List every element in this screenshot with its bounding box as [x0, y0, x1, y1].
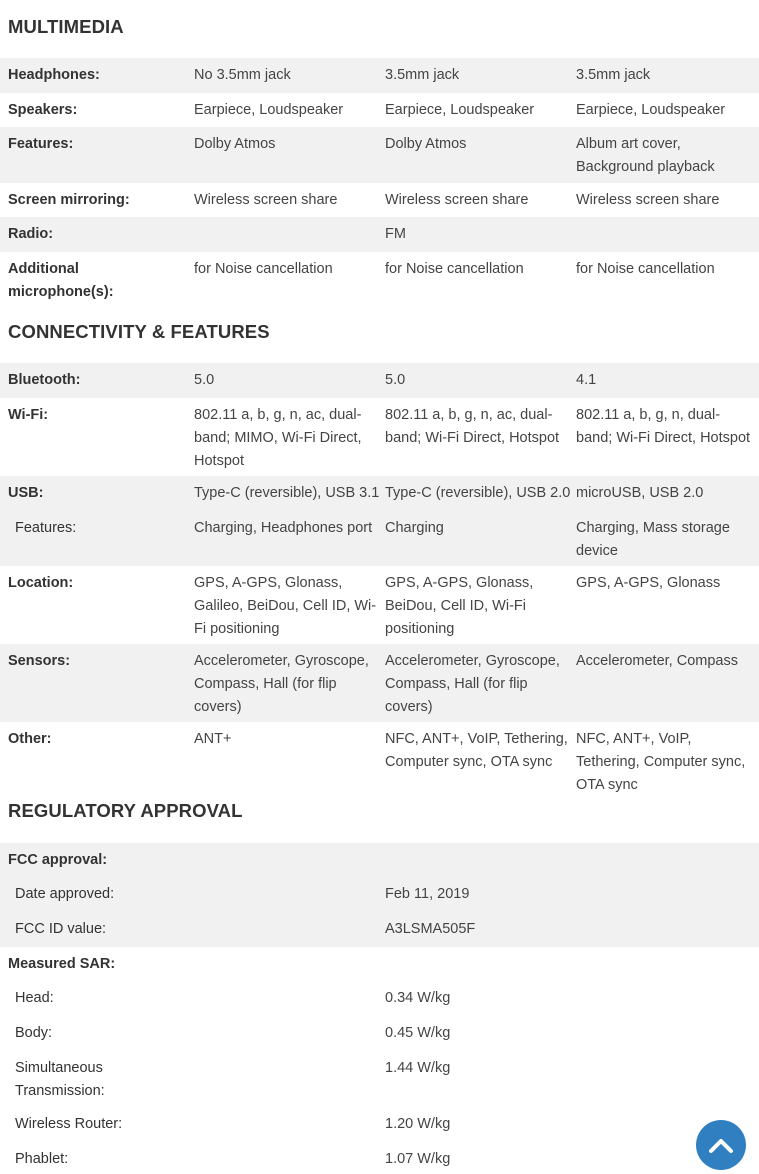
spec-value-col2: Wireless screen share [385, 192, 529, 208]
spec-value-col2: for Noise cancellation [385, 261, 524, 277]
spec-value-col2: Type-C (reversible), USB 2.0 [385, 485, 571, 501]
spec-value-col2: NFC, ANT+, VoIP, Tethering, Computer sync, OTA sync [385, 731, 568, 770]
spec-value: 0.45 W/kg [385, 1025, 451, 1041]
spec-label: Screen mirroring: [8, 192, 130, 208]
spec-label: Head: [15, 990, 54, 1006]
spec-value-col3: 3.5mm jack [576, 67, 651, 83]
spec-value-col2: Dolby Atmos [385, 136, 467, 152]
spec-label: Simultaneous Transmission: [15, 1060, 105, 1099]
spec-row-location [0, 566, 759, 644]
section-title-multimedia: MULTIMEDIA [8, 16, 124, 37]
spec-row-other [0, 722, 759, 793]
spec-row-sar-wireless-router [0, 1107, 759, 1142]
section-title-regulatory: REGULATORY APPROVAL [8, 800, 243, 821]
spec-label: Speakers: [8, 102, 78, 118]
spec-value-col2: Accelerometer, Gyroscope, Compass, Hall (for flip covers) [385, 653, 560, 715]
spec-value-col1: 802.11 a, b, g, n, ac, dual-band; MIMO, Wi-Fi Direct, Hotspot [194, 407, 362, 469]
spec-value-col1: No 3.5mm jack [194, 67, 291, 83]
spec-value: 0.34 W/kg [385, 990, 451, 1006]
spec-row-bluetooth [0, 363, 759, 398]
spec-label: Radio: [8, 226, 54, 242]
spec-row-wifi [0, 398, 759, 476]
spec-value-col3: Earpiece, Loudspeaker [576, 102, 726, 118]
scroll-to-top-button[interactable] [696, 1120, 746, 1170]
spec-label: Features: [8, 136, 74, 152]
spec-row-features [0, 127, 759, 183]
spec-value-col1: for Noise cancellation [194, 261, 333, 277]
spec-row-headphones [0, 58, 759, 93]
spec-value-col2: FM [385, 226, 406, 242]
spec-value: 1.44 W/kg [385, 1060, 451, 1076]
spec-value: 1.20 W/kg [385, 1116, 451, 1132]
spec-row-fcc-approval [0, 843, 759, 877]
spec-label: Other: [8, 731, 52, 747]
spec-row-measured-sar [0, 947, 759, 981]
spec-value-col2: 5.0 [385, 372, 406, 388]
spec-value-col1: Earpiece, Loudspeaker [194, 102, 344, 118]
spec-value-col3: Charging, Mass storage device [576, 520, 730, 559]
spec-value-col3: microUSB, USB 2.0 [576, 485, 704, 501]
spec-label: Features: [15, 520, 77, 536]
section-title-connectivity: CONNECTIVITY & FEATURES [8, 321, 270, 342]
spec-value-col3: Wireless screen share [576, 192, 720, 208]
spec-value-col2: 3.5mm jack [385, 67, 460, 83]
spec-value-col1: Charging, Headphones port [194, 520, 373, 536]
spec-row-additional-microphones [0, 252, 759, 309]
spec-row-radio [0, 217, 759, 252]
spec-value-col1: Dolby Atmos [194, 136, 276, 152]
spec-row-screen-mirroring [0, 183, 759, 217]
spec-value-col3: for Noise cancellation [576, 261, 715, 277]
spec-value-col3: 4.1 [576, 372, 597, 388]
spec-label: USB: [8, 485, 44, 501]
spec-value-col2: Charging [385, 520, 444, 536]
spec-value-col2: 802.11 a, b, g, n, ac, dual-band; Wi-Fi Direct, Hotspot [385, 407, 560, 446]
spec-value-col1: Type-C (reversible), USB 3.1 [194, 485, 380, 501]
spec-row-sar-phablet [0, 1142, 759, 1174]
spec-value-col1: ANT+ [194, 731, 232, 747]
spec-value-col2: Earpiece, Loudspeaker [385, 102, 535, 118]
spec-label: Sensors: [8, 653, 71, 669]
spec-value-col1: Wireless screen share [194, 192, 338, 208]
spec-label: Phablet: [15, 1151, 69, 1167]
spec-value: 1.07 W/kg [385, 1151, 451, 1167]
spec-row-sensors [0, 644, 759, 722]
spec-label: Wi-Fi: [8, 407, 49, 423]
spec-row-usb-features [0, 511, 759, 566]
spec-label: FCC approval: [8, 852, 108, 868]
spec-label: Wireless Router: [15, 1116, 123, 1132]
spec-row-sar-simultaneous [0, 1051, 759, 1107]
spec-row-fcc-id [0, 912, 759, 947]
spec-label: Body: [15, 1025, 53, 1041]
spec-value-col1: Accelerometer, Gyroscope, Compass, Hall (for flip covers) [194, 653, 369, 715]
spec-value-col3: 802.11 a, b, g, n, dual-band; Wi-Fi Direct, Hotspot [576, 407, 751, 446]
spec-label: FCC ID value: [15, 921, 107, 937]
spec-label: Additional microphone(s): [8, 261, 114, 300]
spec-label: Bluetooth: [8, 372, 81, 388]
spec-value-col1: 5.0 [194, 372, 215, 388]
spec-row-sar-head [0, 981, 759, 1016]
chevron-up-icon [708, 1136, 734, 1154]
spec-label: Headphones: [8, 67, 100, 83]
spec-value-col1: GPS, A-GPS, Glonass, Galileo, BeiDou, Cell ID, Wi-Fi positioning [194, 575, 377, 637]
spec-value-col3: GPS, A-GPS, Glonass [576, 575, 721, 591]
spec-value-col3: Accelerometer, Compass [576, 653, 738, 669]
spec-label: Location: [8, 575, 74, 591]
spec-label: Date approved: [15, 886, 115, 902]
spec-value-col3: NFC, ANT+, VoIP, Tethering, Computer sync, OTA sync [576, 731, 746, 793]
spec-row-date-approved [0, 877, 759, 912]
spec-row-usb [0, 476, 759, 511]
spec-label: Measured SAR: [8, 956, 116, 972]
spec-row-speakers [0, 93, 759, 127]
spec-value: A3LSMA505F [385, 921, 476, 937]
spec-value-col3: Album art cover, Background playback [576, 136, 715, 175]
spec-value: Feb 11, 2019 [385, 886, 470, 902]
spec-value-col2: GPS, A-GPS, Glonass, BeiDou, Cell ID, Wi-Fi positioning [385, 575, 534, 637]
spec-row-sar-body [0, 1016, 759, 1051]
